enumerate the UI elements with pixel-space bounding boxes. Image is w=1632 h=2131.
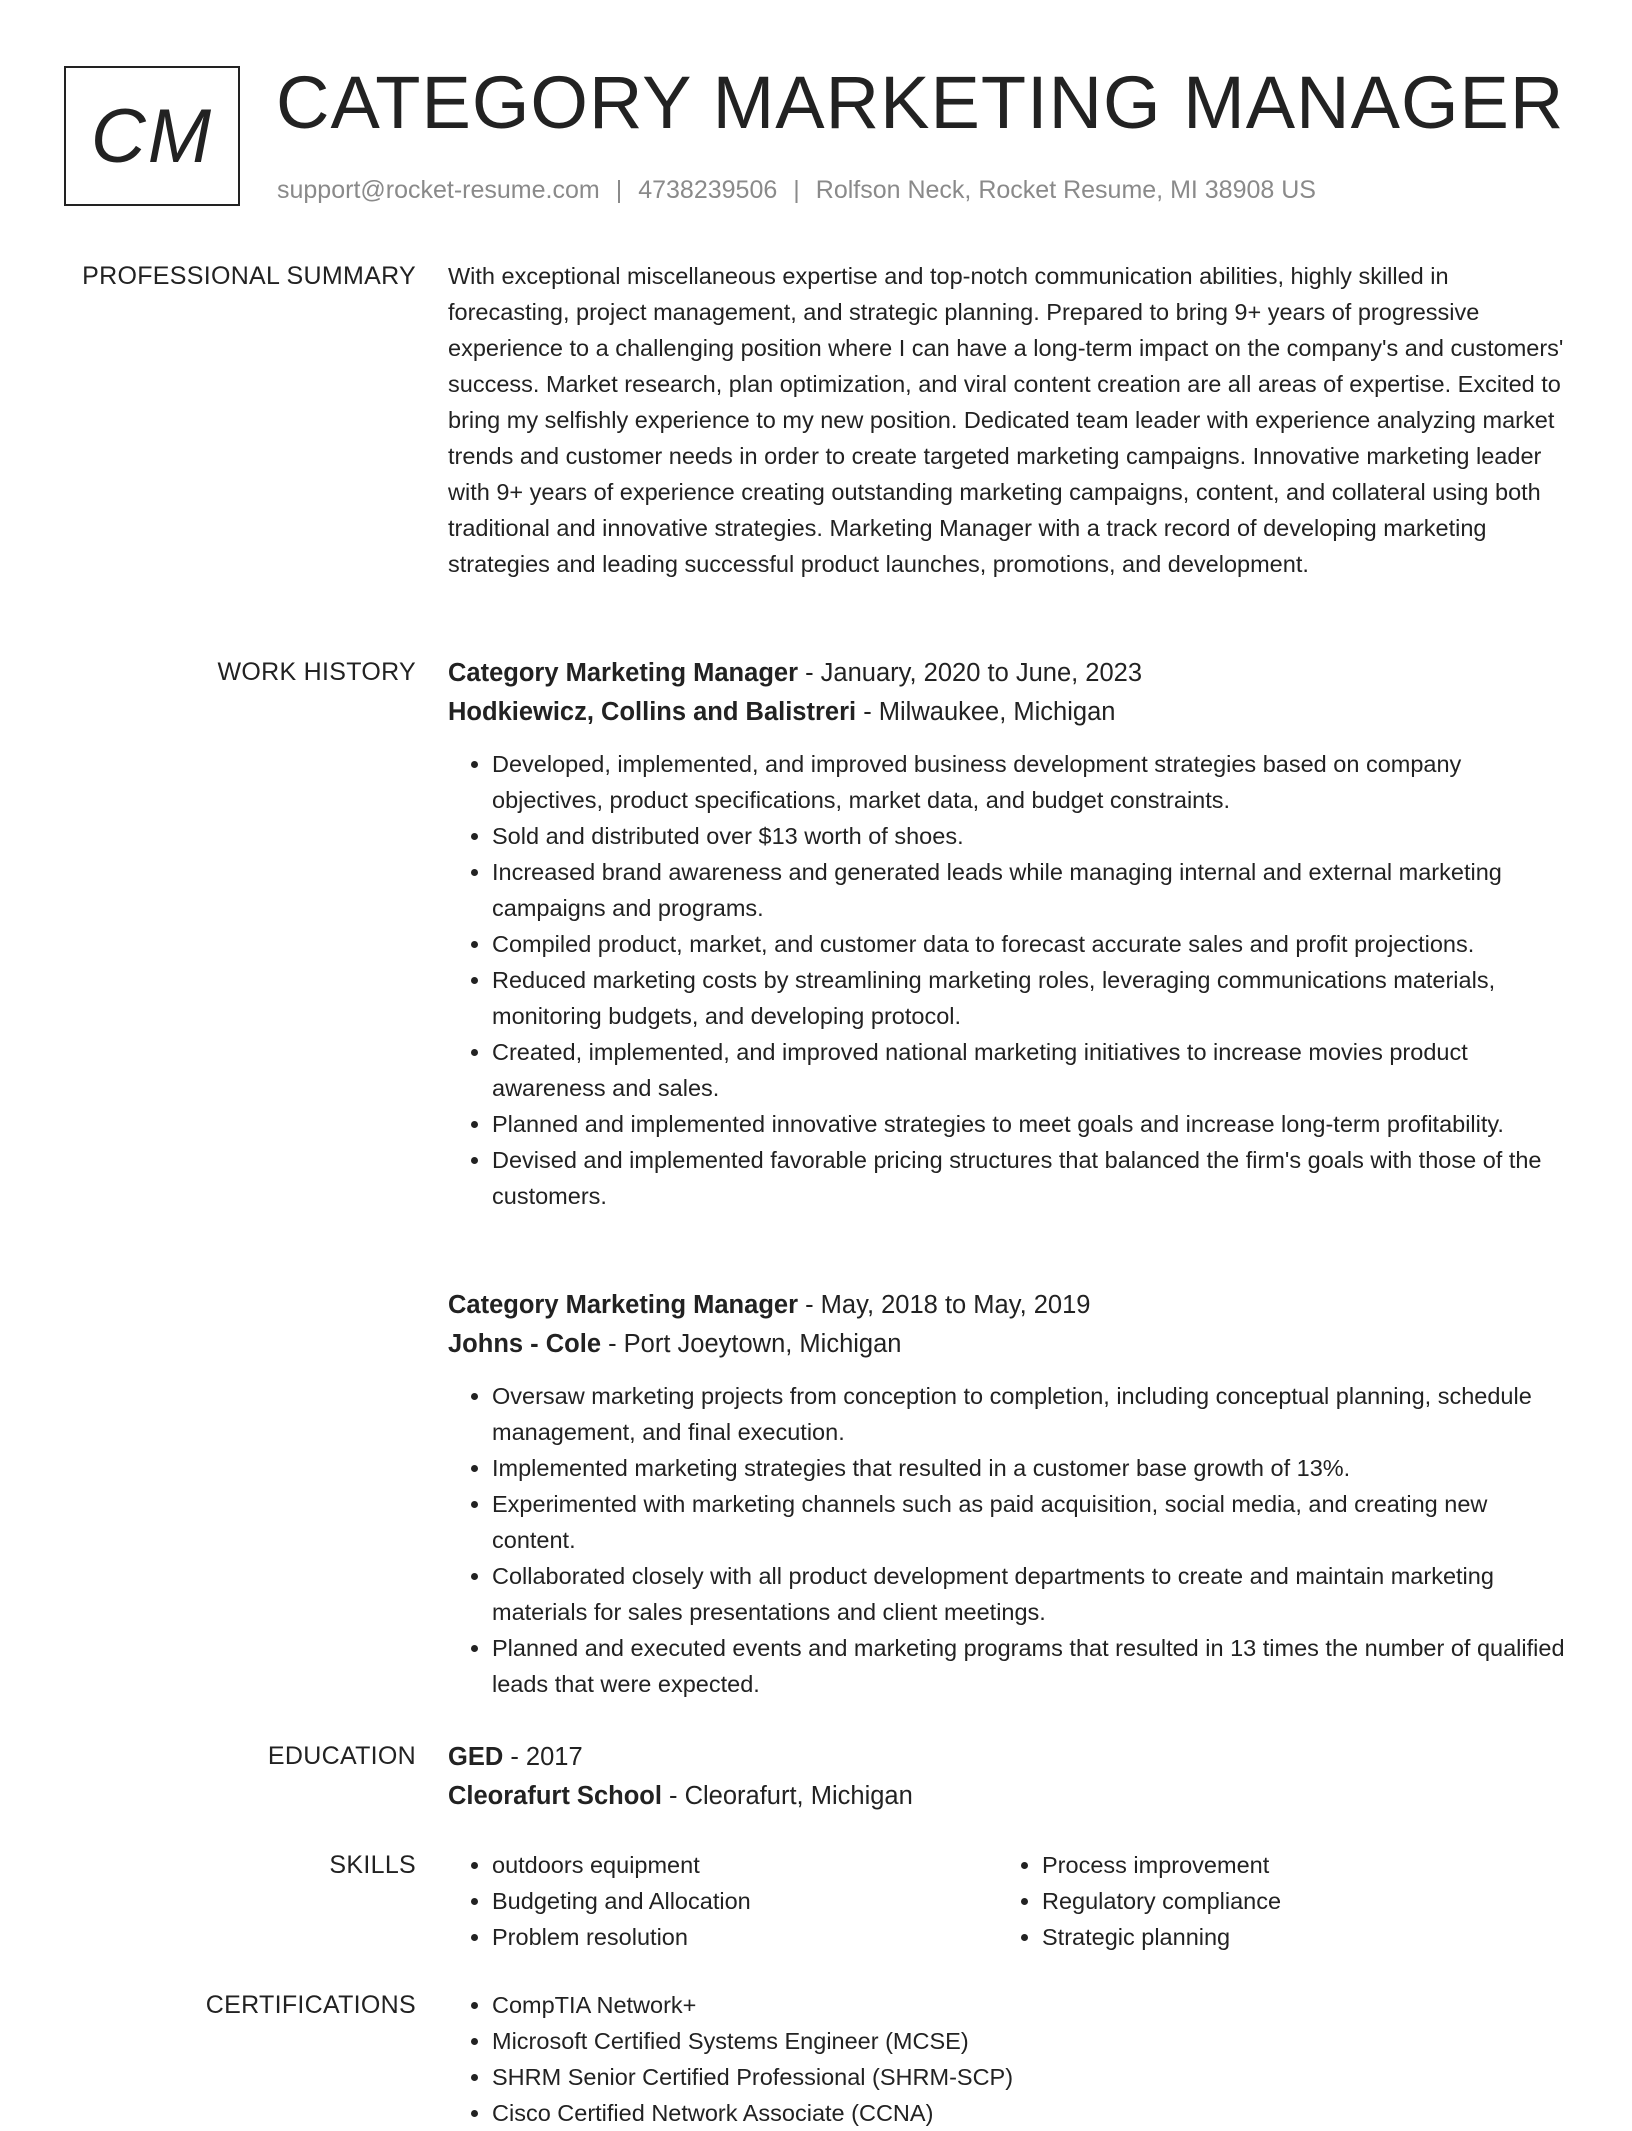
summary-body [448, 258, 1568, 582]
skills-list-left [448, 1847, 998, 1955]
resume-title: CATEGORY MARKETING MANAGER [276, 61, 1565, 144]
summary-text: With exceptional miscellaneous expertise and top-notch communication abilities, highly skilled in forecasting, project management, and strategic planning. Prepared to bring 9+ years of progressive experience to a challenging position where I can have a long-term impact on the company's and customers' success. Market research, plan optimization, and viral content creation are all areas of expertise. Excited to bring my selfishly experience to my new position. Dedicated team leader with experience analyzing market trends and customer needs in order to create targeted marketing campaigns. Innovative marketing leader with 9+ years of experience creating outstanding marketing campaigns, content, and collateral using both traditional and innovative strategies. Marketing Manager with a track record of developing marketing strategies and leading successful product launches, promotions, and development. [448, 263, 1564, 577]
job-company-line [448, 1325, 1568, 1364]
contact-address: Rolfson Neck, Rocket Resume, MI 38908 US [815, 176, 1316, 204]
job-bullet: • Reduced marketing costs by streamlining marketing roles, leveraging communications materials, monitoring budgets, and developing protocol. [492, 962, 1568, 1034]
job-bullet: • Devised and implemented favorable pricing structures that balanced the firm's goals with those of the customers. [492, 1142, 1568, 1214]
skill-item: • Process improvement [1042, 1847, 1548, 1883]
education-year: - 2017 [503, 1743, 583, 1771]
job-bullet: • Planned and executed events and marketing programs that resulted in 13 times the number of qualified leads that were expected. [492, 1630, 1568, 1702]
skill-item: • Strategic planning [1042, 1919, 1548, 1955]
education-degree: GED [448, 1743, 504, 1771]
job-bullet: • Collaborated closely with all product development departments to create and maintain marketing materials for sales presentations and client meetings. [492, 1558, 1568, 1630]
contact-separator: | [615, 176, 623, 204]
work-body-2 [448, 1286, 1568, 1702]
job-bullet: • Oversaw marketing projects from conception to completion, including conceptual planning, schedule management, and final execution. [492, 1378, 1568, 1450]
contact-separator: | [793, 176, 800, 204]
skill-item: • Budgeting and Allocation [492, 1883, 998, 1919]
skills-list-right [998, 1847, 1548, 1955]
certification-item: • Microsoft Certified Systems Engineer (MCSE) [492, 2023, 1568, 2059]
education-location: - Cleorafurt, Michigan [661, 1782, 913, 1810]
contact-line [277, 174, 1316, 206]
job-bullet: • Implemented marketing strategies that resulted in a customer base growth of 13%. [492, 1450, 1568, 1486]
education-school-line [448, 1777, 1568, 1816]
job-company-line [448, 693, 1568, 732]
job-company: Hodkiewicz, Collins and Balistreri [448, 698, 857, 726]
skills-body [448, 1847, 1568, 1955]
job-dates: - May, 2018 to May, 2019 [798, 1291, 1091, 1319]
job-title: Category Marketing Manager [448, 659, 799, 687]
skills-label: SKILLS [329, 1851, 416, 1879]
job-title-line [448, 1286, 1568, 1325]
job-title-line [448, 654, 1568, 693]
job-bullet: • Increased brand awareness and generated leads while managing internal and external marketing campaigns and programs. [492, 854, 1568, 926]
skills-columns [448, 1847, 1568, 1955]
job-company: Johns - Cole [448, 1330, 602, 1358]
education-school: Cleorafurt School [448, 1782, 662, 1810]
skill-item: • outdoors equipment [492, 1847, 998, 1883]
work-label: WORK HISTORY [217, 658, 416, 686]
job-location: - Port Joeytown, Michigan [601, 1330, 902, 1358]
monogram: CM [64, 66, 240, 206]
education-body [448, 1738, 1568, 1816]
contact-phone[interactable]: 4738239506 [638, 176, 778, 204]
skill-item: • Problem resolution [492, 1919, 998, 1955]
certifications-label: CERTIFICATIONS [205, 1991, 416, 2019]
job-entry [448, 1286, 1568, 1702]
job-bullets [448, 746, 1568, 1214]
skill-item: • Regulatory compliance [1042, 1883, 1548, 1919]
summary-label: PROFESSIONAL SUMMARY [82, 262, 416, 290]
education-label: EDUCATION [267, 1742, 416, 1770]
job-location: - Milwaukee, Michigan [856, 698, 1116, 726]
job-bullet: • Compiled product, market, and customer data to forecast accurate sales and profit projections. [492, 926, 1568, 962]
certifications-body [448, 1987, 1568, 2131]
job-bullet: • Created, implemented, and improved national marketing initiatives to increase movies product awareness and sales. [492, 1034, 1568, 1106]
certification-item: • SHRM Senior Certified Professional (SHRM-SCP) [492, 2059, 1568, 2095]
contact-email[interactable]: support@rocket-resume.com [277, 176, 600, 204]
job-bullet: • Experimented with marketing channels such as paid acquisition, social media, and creating new content. [492, 1486, 1568, 1558]
job-bullets [448, 1378, 1568, 1702]
certifications-list [448, 1987, 1568, 2131]
certification-item: • CompTIA Network+ [492, 1987, 1568, 2023]
job-dates: - January, 2020 to June, 2023 [798, 659, 1143, 687]
job-entry [448, 654, 1568, 1214]
job-bullet: • Planned and implemented innovative strategies to meet goals and increase long-term profitability. [492, 1106, 1568, 1142]
job-title: Category Marketing Manager [448, 1291, 799, 1319]
job-bullet: • Developed, implemented, and improved business development strategies based on company objectives, product specifications, market data, and budget constraints. [492, 746, 1568, 818]
work-body [448, 654, 1568, 1214]
job-bullet: • Sold and distributed over $13 worth of shoes. [492, 818, 1568, 854]
education-degree-line [448, 1738, 1568, 1777]
certification-item: • Cisco Certified Network Associate (CCNA) [492, 2095, 1568, 2131]
